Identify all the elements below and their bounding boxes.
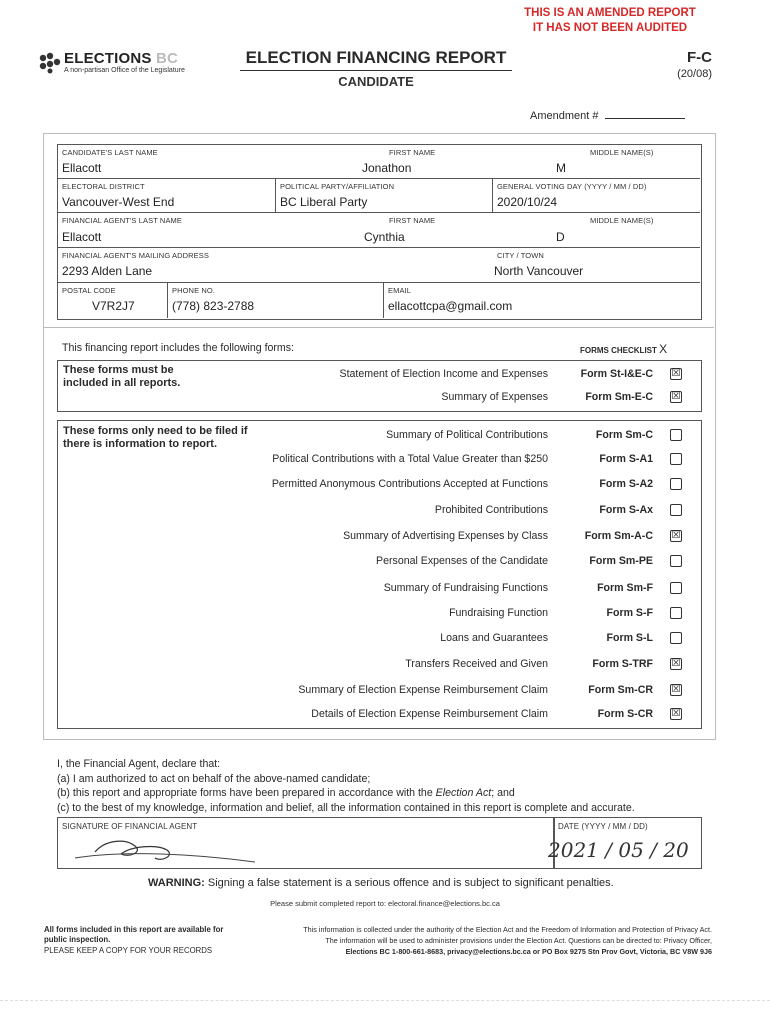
required-form-desc: Statement of Election Income and Expenses bbox=[339, 368, 548, 380]
optional-form-desc: Political Contributions with a Total Value Greater than $250 bbox=[272, 453, 548, 465]
footer-left-2: PLEASE KEEP A COPY FOR YOUR RECORDS bbox=[44, 946, 213, 955]
footer-right-2: The information will be used to administer provisions under the Election Act. Questions can be directed to: Privacy Officer, bbox=[325, 936, 712, 945]
optional-heading: These forms only need to be filed if there is information to report. bbox=[63, 425, 248, 450]
logo-icon bbox=[38, 52, 64, 74]
email-label: EMAIL bbox=[388, 286, 412, 295]
agent-city[interactable]: North Vancouver bbox=[494, 264, 584, 278]
optional-form-checkbox[interactable] bbox=[670, 582, 682, 594]
checklist-label: FORMS CHECKLIST bbox=[580, 346, 657, 355]
checklist-mark: X bbox=[659, 342, 668, 356]
required-heading: These forms must be included in all reports. bbox=[63, 364, 181, 389]
form-id: F-C bbox=[687, 49, 712, 66]
postal-label: POSTAL CODE bbox=[62, 286, 116, 295]
candidate-first-name-label: FIRST NAME bbox=[389, 148, 436, 157]
signature-label: SIGNATURE OF FINANCIAL AGENT bbox=[62, 822, 198, 831]
declaration bbox=[57, 757, 707, 815]
optional-forms-box bbox=[57, 420, 702, 729]
submit-text: Please submit completed report to: electoral.finance@elections.bc.ca bbox=[270, 899, 500, 908]
footer-left-1: All forms included in this report are available for public inspection. bbox=[44, 925, 224, 944]
report-title: ELECTION FINANCING REPORT bbox=[245, 48, 507, 67]
org-name: ELECTIONS bbox=[64, 50, 152, 67]
voting-day-label: GENERAL VOTING DAY (YYYY / MM / DD) bbox=[497, 182, 647, 191]
email-value[interactable]: ellacottcpa@gmail.com bbox=[388, 299, 513, 313]
agent-last-name[interactable]: Ellacott bbox=[62, 230, 102, 244]
amended-notice-line-2: IT HAS NOT BEEN AUDITED bbox=[532, 22, 688, 34]
warning-label: WARNING: bbox=[148, 877, 205, 889]
optional-form-code: Form S-A1 bbox=[599, 453, 653, 465]
optional-form-checkbox[interactable]: ☒ bbox=[671, 658, 681, 669]
optional-form-checkbox[interactable]: ☒ bbox=[671, 708, 681, 719]
optional-form-desc: Prohibited Contributions bbox=[434, 504, 548, 516]
agent-middle[interactable]: D bbox=[556, 230, 565, 244]
declaration-b: (b) this report and appropriate forms have been prepared in accordance with the Election Act; and bbox=[57, 787, 515, 799]
forms-checklist-header bbox=[580, 342, 667, 356]
candidate-last-name-label: CANDIDATE'S LAST NAME bbox=[62, 148, 158, 157]
party-label: POLITICAL PARTY/AFFILIATION bbox=[280, 182, 395, 191]
agent-first-name[interactable]: Cynthia bbox=[364, 230, 405, 244]
optional-form-checkbox[interactable] bbox=[670, 429, 682, 441]
district-value[interactable]: Vancouver-West End bbox=[62, 195, 175, 209]
optional-form-code: Form Sm-A-C bbox=[584, 530, 653, 542]
optional-form-checkbox[interactable] bbox=[670, 632, 682, 644]
footer-right-1: This information is collected under the authority of the Election Act and the Freedom of Information and Protection of Privacy Act. bbox=[303, 925, 712, 934]
signature-image bbox=[65, 832, 265, 866]
amended-notice bbox=[500, 6, 720, 36]
phone-value[interactable]: (778) 823-2788 bbox=[172, 299, 255, 313]
candidate-middle[interactable]: M bbox=[556, 161, 566, 175]
amendment-field[interactable] bbox=[530, 110, 685, 122]
party-value[interactable]: BC Liberal Party bbox=[280, 195, 368, 209]
required-form-checkbox[interactable]: ☒ bbox=[671, 368, 681, 379]
org-suffix: BC bbox=[156, 50, 179, 67]
optional-form-desc: Summary of Political Contributions bbox=[386, 429, 548, 441]
footer-right bbox=[236, 924, 712, 957]
optional-form-desc: Summary of Election Expense Reimbursement Claim bbox=[298, 684, 548, 696]
phone-label: PHONE NO. bbox=[172, 286, 215, 295]
date-value[interactable]: 2021 / 05 / 20 bbox=[548, 838, 689, 862]
date-label: DATE (YYYY / MM / DD) bbox=[558, 822, 648, 831]
optional-form-code: Form S-A2 bbox=[599, 478, 653, 490]
optional-form-checkbox[interactable] bbox=[670, 478, 682, 490]
optional-form-desc: Summary of Fundraising Functions bbox=[383, 582, 548, 594]
optional-form-code: Form S-Ax bbox=[599, 504, 653, 516]
optional-form-desc: Summary of Advertising Expenses by Class bbox=[343, 530, 548, 542]
footer-right-3: Elections BC 1-800-661-8683, privacy@elections.bc.ca or PO Box 9275 Stn Prov Govt, Victoria, BC V8W 9J6 bbox=[345, 947, 712, 956]
optional-form-desc: Permitted Anonymous Contributions Accepted at Functions bbox=[271, 478, 548, 490]
required-form-desc: Summary of Expenses bbox=[441, 391, 548, 403]
amendment-label: Amendment # bbox=[530, 110, 599, 122]
required-form-code: Form St-I&E-C bbox=[580, 368, 653, 380]
optional-form-desc: Fundraising Function bbox=[449, 607, 548, 619]
candidate-last-name[interactable]: Ellacott bbox=[62, 161, 102, 175]
optional-form-checkbox[interactable] bbox=[670, 555, 682, 567]
optional-form-desc: Transfers Received and Given bbox=[405, 658, 548, 670]
required-form-checkbox[interactable]: ☒ bbox=[671, 391, 681, 402]
form-version: (20/08) bbox=[677, 68, 712, 80]
warning bbox=[148, 877, 614, 889]
agent-address[interactable]: 2293 Alden Lane bbox=[62, 264, 153, 278]
agent-middle-label: MIDDLE NAME(S) bbox=[590, 216, 654, 225]
agent-address-label: FINANCIAL AGENT'S MAILING ADDRESS bbox=[62, 251, 209, 260]
optional-form-checkbox[interactable]: ☒ bbox=[671, 530, 681, 541]
includes-text: This financing report includes the following forms: bbox=[62, 342, 294, 354]
optional-form-checkbox[interactable] bbox=[670, 504, 682, 516]
optional-form-code: Form Sm-C bbox=[595, 429, 653, 441]
candidate-middle-label: MIDDLE NAME(S) bbox=[590, 148, 654, 157]
district-label: ELECTORAL DISTRICT bbox=[62, 182, 145, 191]
postal-value[interactable]: V7R2J7 bbox=[92, 299, 135, 313]
optional-form-code: Form S-TRF bbox=[592, 658, 653, 670]
required-form-code: Form Sm-E-C bbox=[585, 391, 653, 403]
agent-city-label: CITY / TOWN bbox=[497, 251, 544, 260]
voting-day-value[interactable]: 2020/10/24 bbox=[497, 195, 558, 209]
optional-form-desc: Details of Election Expense Reimbursement Claim bbox=[311, 708, 548, 720]
optional-form-code: Form Sm-F bbox=[597, 582, 653, 594]
org-tagline: A non-partisan Office of the Legislature bbox=[64, 67, 185, 74]
optional-form-code: Form Sm-PE bbox=[589, 555, 653, 567]
optional-form-code: Form Sm-CR bbox=[588, 684, 653, 696]
declaration-c: (c) to the best of my knowledge, information and belief, all the information contained in this report is complete and accurate. bbox=[57, 801, 635, 814]
warning-text: Signing a false statement is a serious offence and is subject to significant penalties. bbox=[207, 877, 614, 889]
optional-form-desc: Loans and Guarantees bbox=[440, 632, 548, 644]
optional-form-checkbox[interactable]: ☒ bbox=[671, 684, 681, 695]
declaration-a: (a) I am authorized to act on behalf of the above-named candidate; bbox=[57, 772, 371, 785]
agent-first-name-label: FIRST NAME bbox=[389, 216, 436, 225]
optional-form-code: Form S-CR bbox=[597, 708, 653, 720]
optional-form-desc: Personal Expenses of the Candidate bbox=[376, 555, 548, 567]
optional-form-checkbox[interactable] bbox=[670, 453, 682, 465]
optional-form-code: Form S-L bbox=[606, 632, 653, 644]
optional-form-code: Form S-F bbox=[606, 607, 653, 619]
candidate-first-name[interactable]: Jonathon bbox=[362, 161, 412, 175]
report-subtitle: CANDIDATE bbox=[338, 74, 414, 89]
elections-bc-logo bbox=[38, 50, 228, 80]
optional-form-checkbox[interactable] bbox=[670, 607, 682, 619]
declaration-intro: I, the Financial Agent, declare that: bbox=[57, 758, 221, 770]
amended-notice-line-1: THIS IS AN AMENDED REPORT bbox=[524, 7, 696, 19]
agent-last-name-label: FINANCIAL AGENT'S LAST NAME bbox=[62, 216, 182, 225]
